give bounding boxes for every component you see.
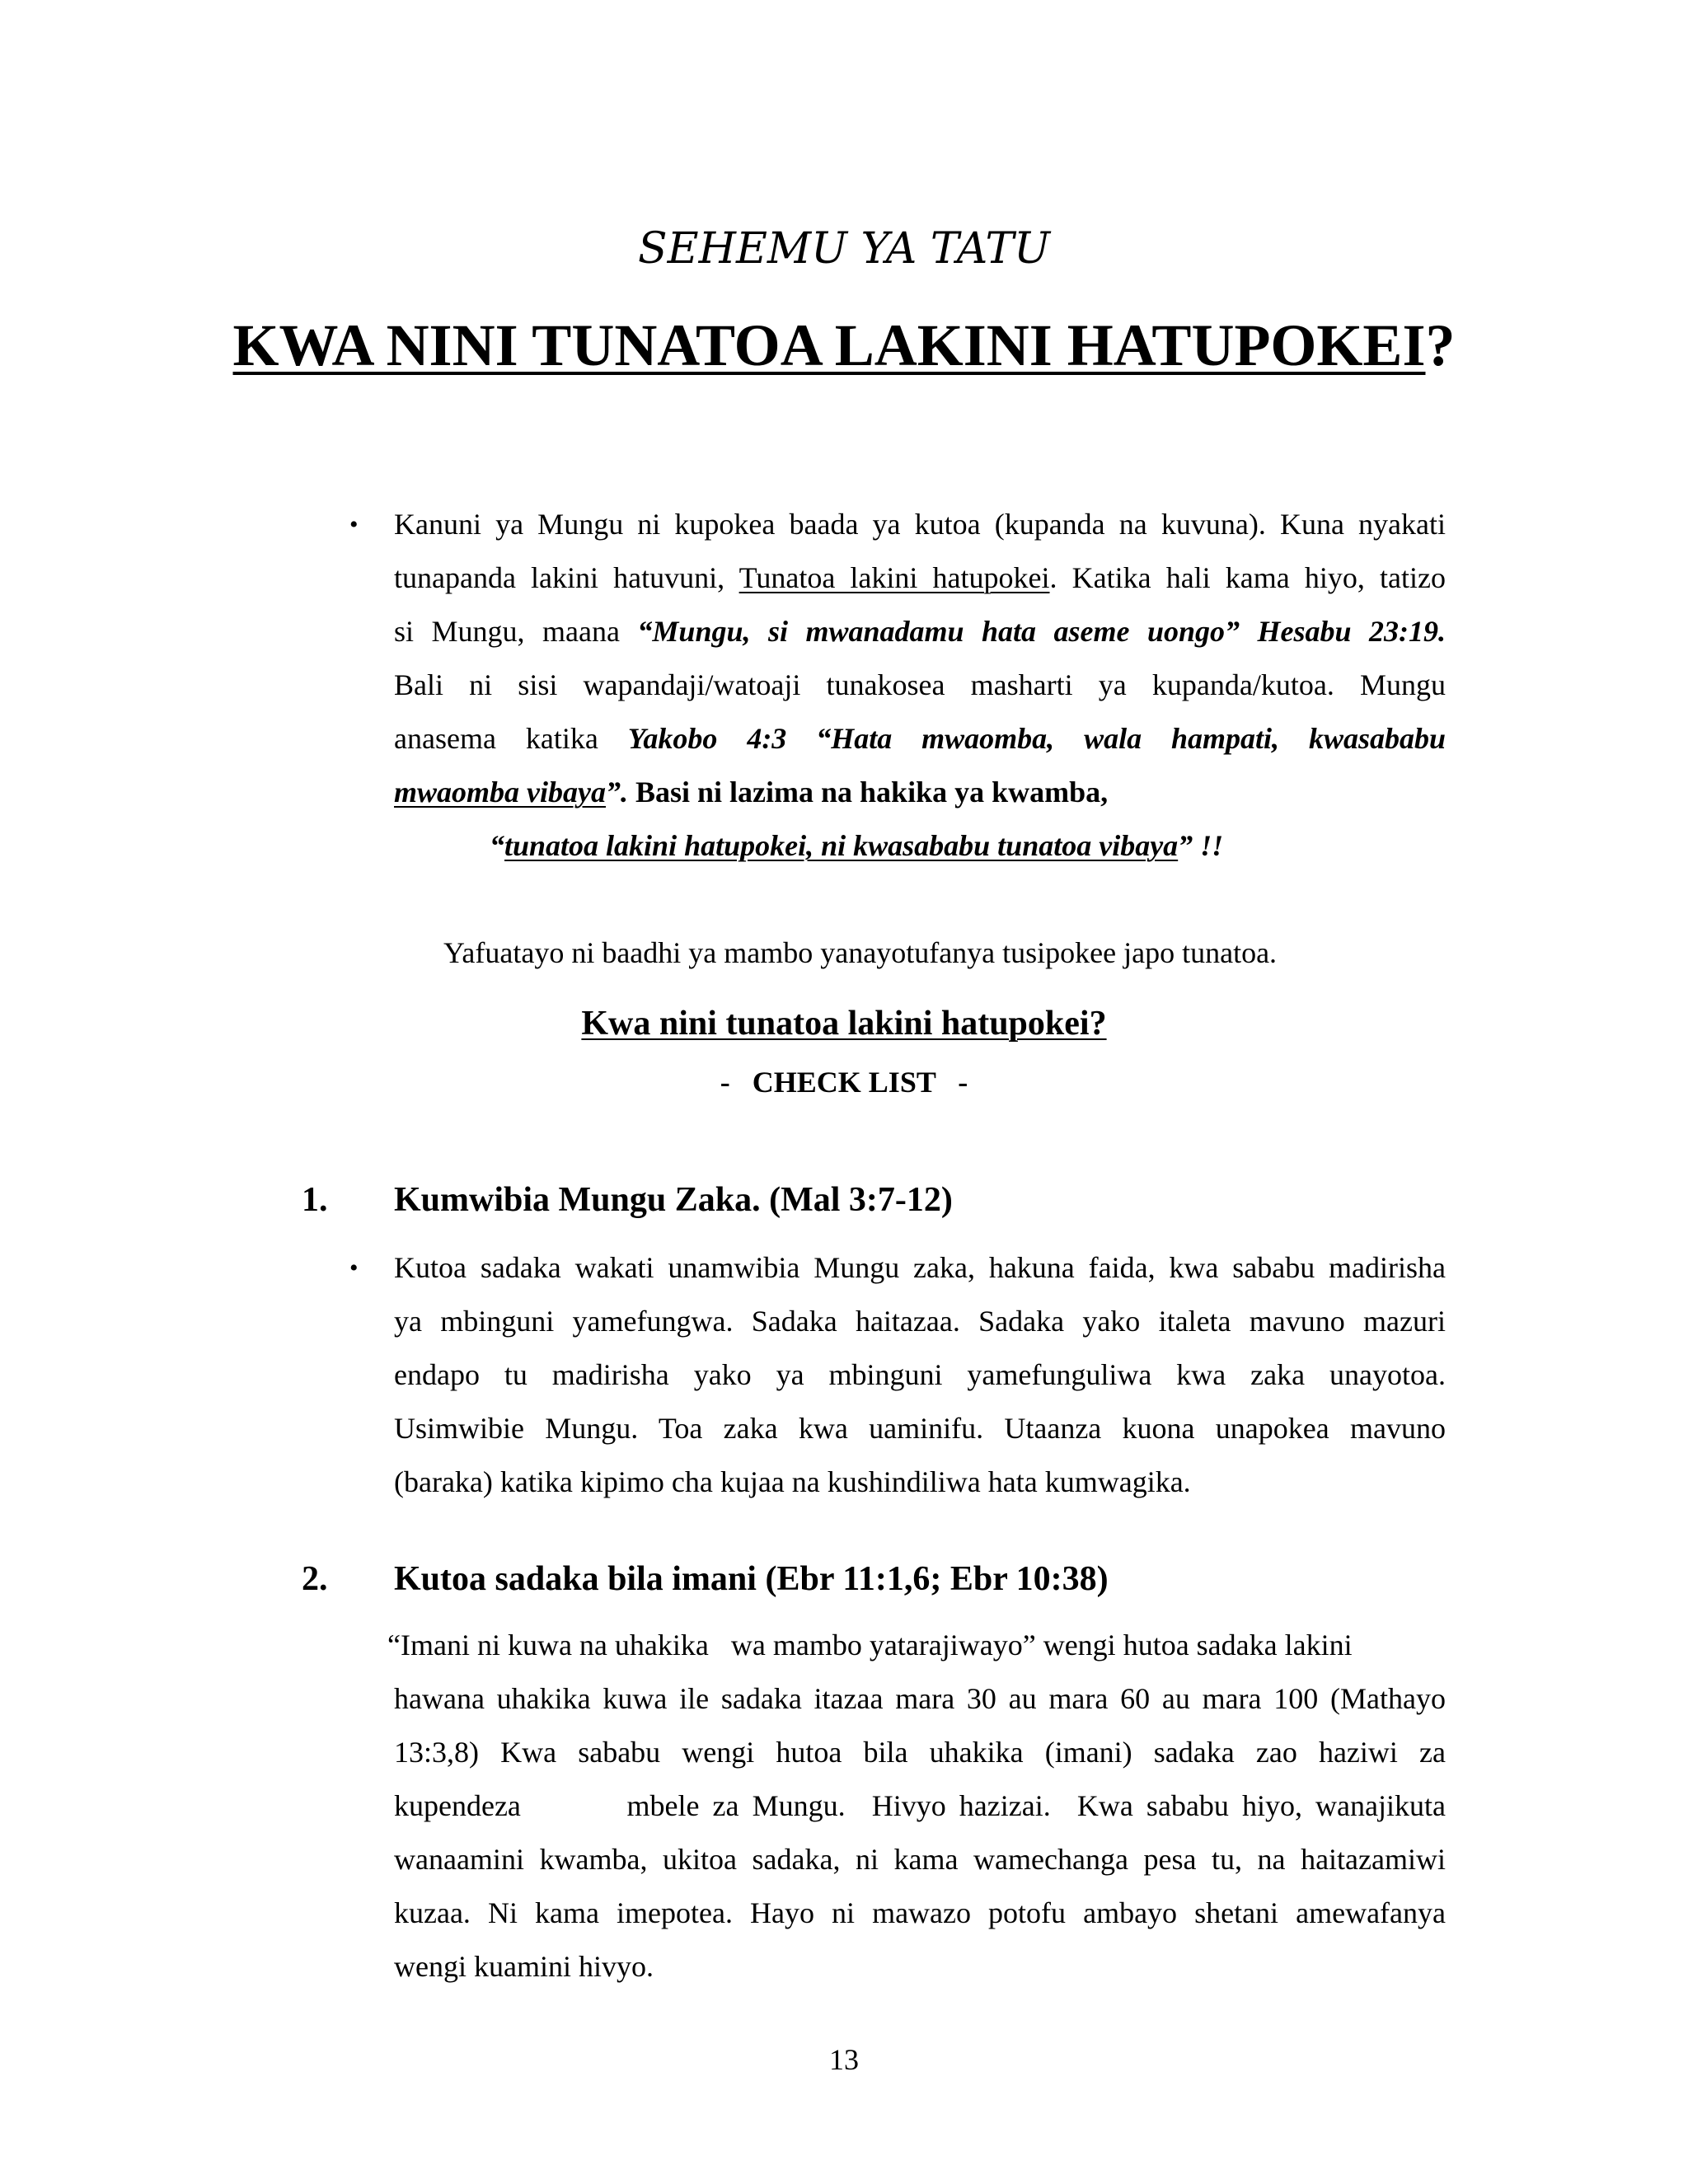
item-2-line: hawana uhakika kuwa ile sadaka itazaa mara 30 au mara 60 au mara 100 (Mathayo [394,1682,1446,1715]
intro-line-4: Bali ni sisi wapandaji/watoaji tunakosea masharti ya kupanda/kutoa. Mungu [394,668,1446,701]
checklist-subtitle: - CHECK LIST - [720,1066,968,1099]
intro-text: tunapanda lakini hatuvuni, [394,561,739,594]
key-statement [490,819,1223,873]
item-2-line: kupendeza mbele za Mungu. Hivyo hazizai. Kwa sababu hiyo, wanajikuta [394,1789,1446,1822]
intro-text: anasema katika [394,722,628,755]
intro-paragraph [394,498,1446,819]
page-number: 13 [829,2043,859,2076]
scripture-quote-yakobo: Yakobo 4:3 “Hata mwaomba, wala hampati, kwasababu [627,722,1446,755]
item-2-line: wanaamini kwamba, ukitoa sadaka, ni kama wamechanga pesa tu, na haitazamiwi [394,1843,1446,1876]
scripture-quote-yakobo-end: mwaomba vibaya [394,776,606,808]
intro-line-6 [394,766,1446,819]
item-1-line: (baraka) katika kipimo cha kujaa na kushindiliwa hata kumwagika. [394,1465,1191,1498]
item-1-heading: Kumwibia Mungu Zaka. (Mal 3:7-12) [394,1181,953,1219]
key-statement-open: “ [490,829,504,862]
item-2-line: 13:3,8) Kwa sababu wengi hutoa bila uhakika (imani) sadaka zao haziwi za [394,1736,1446,1769]
item-2-line: kuzaa. Ni kama imepotea. Hayo ni mawazo potofu ambayo shetani amewafanya [394,1896,1446,1929]
item-2-line-first: “Imani ni kuwa na uhakika wa mambo yatarajiwayo” wengi hutoa sadaka lakini [387,1629,1353,1661]
item-2-line: wengi kuamini hivyo. [394,1950,654,1983]
item-2-paragraph [394,1672,1446,1994]
page-title-mark: ? [1425,312,1456,378]
key-statement-text: tunatoa lakini hatupokei, ni kwasababu tunatoa vibaya [504,829,1179,862]
intro-line-1: Kanuni ya Mungu ni kupokea baada ya kutoa (kupanda na kuvuna). Kuna nyakati [394,508,1446,541]
item-1-line: ya mbinguni yamefungwa. Sadaka haitazaa. Sadaka yako italeta mavuno mazuri [394,1305,1446,1338]
item-1-paragraph [394,1241,1446,1509]
item-1-line: endapo tu madirisha yako ya mbinguni yamefunguliwa kwa zaka unayotoa. [394,1358,1446,1391]
scripture-quote-hesabu: “Mungu, si mwanadamu hata aseme uongo” Hesabu 23:19. [637,615,1446,648]
item-1-line: Usimwibie Mungu. Toa zaka kwa uaminifu. Utaanza kuona unapokea mavuno [394,1412,1446,1445]
lead-in-text: Yafuatayo ni baadhi ya mambo yanayotufanya tusipokee japo tunatoa. [443,936,1278,969]
item-1-number: 1. [302,1181,328,1219]
item-2-heading: Kutoa sadaka bila imani (Ebr 11:1,6; Ebr 10:38) [394,1560,1109,1598]
checklist-title: Kwa nini tunatoa lakini hatupokei? [581,1005,1107,1043]
item-1-bullet: • [349,1254,359,1282]
section-label: SEHEMU YA TATU [638,224,1050,274]
quote-close: ”. [605,776,628,808]
key-statement-close: ” !! [1178,829,1224,862]
intro-bullet: • [349,511,359,538]
checklist-title-wrap [0,1004,1688,1043]
intro-text: si Mungu, maana [394,615,638,648]
page-title-text: KWA NINI TUNATOA LAKINI HATUPOKEI [232,312,1426,378]
intro-line-3 [394,605,1446,658]
intro-line-2 [394,551,1446,605]
intro-line-5 [394,712,1446,766]
item-1-line: Kutoa sadaka wakati unamwibia Mungu zaka, hakuna faida, kwa sababu madirisha [394,1251,1446,1284]
page-title [0,312,1688,380]
item-2-number: 2. [302,1560,328,1598]
intro-text: . Katika hali kama hiyo, tatizo [1049,561,1446,594]
intro-underlined-phrase: Tunatoa lakini hatupokei [738,561,1050,594]
intro-bold-text: Basi ni lazima na hakika ya kwamba, [627,776,1109,808]
